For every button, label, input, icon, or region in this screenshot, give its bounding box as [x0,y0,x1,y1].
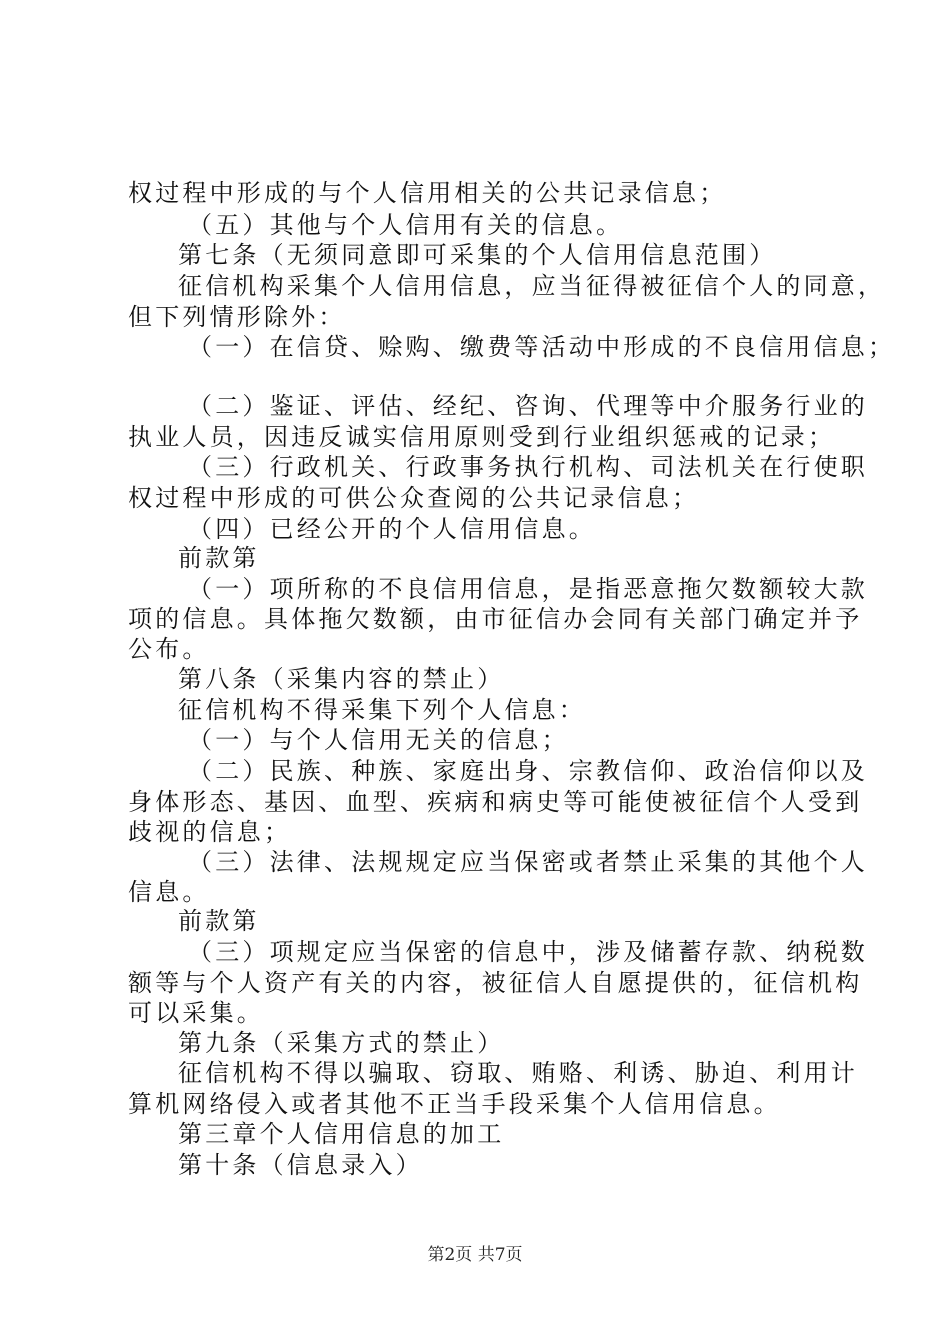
text-line: 征信机构采集个人信用信息，应当征得被征信个人的同意， [178,272,886,300]
text-line: （五）其他与个人信用有关的信息。 [188,211,624,239]
text-line: 可以采集。 [128,999,264,1027]
text-line: 征信机构不得以骗取、窃取、贿赂、利诱、胁迫、利用计 [178,1059,858,1087]
text-line: 权过程中形成的可供公众查阅的公共记录信息； [128,484,700,512]
text-line: 信息。 [128,878,210,906]
text-line: （一）项所称的不良信用信息，是指恶意拖欠数额较大款 [188,575,868,603]
text-line: （三）法律、法规规定应当保密或者禁止采集的其他个人 [188,848,868,876]
text-line: 前款第 [178,544,260,572]
text-line: 第九条（采集方式的禁止） [178,1029,505,1057]
text-line: 但下列情形除外： [128,303,346,331]
text-line: 歧视的信息； [128,818,292,846]
text-line: 第七条（无须同意即可采集的个人信用信息范围） [178,241,777,269]
text-line: （三）项规定应当保密的信息中，涉及储蓄存款、纳税数 [188,938,868,966]
text-line: 身体形态、基因、血型、疾病和病史等可能使被征信个人受到 [128,788,863,816]
text-line: 执业人员，因违反诚实信用原则受到行业组织惩戒的记录； [128,423,836,451]
text-line: 公布。 [128,635,210,663]
text-line: 前款第 [178,907,260,935]
text-line: 第十条（信息录入） [178,1151,423,1179]
text-line: （一）与个人信用无关的信息； [188,726,569,754]
page-footer: 第2页 共7页 [427,1245,523,1265]
text-line: 第三章个人信用信息的加工 [178,1120,505,1148]
text-line: （二）鉴证、评估、经纪、咨询、代理等中介服务行业的 [188,392,868,420]
text-line: 算机网络侵入或者其他不正当手段采集个人信用信息。 [128,1090,781,1118]
text-line: 项的信息。具体拖欠数额，由市征信办会同有关部门确定并予 [128,605,863,633]
text-line: （二）民族、种族、家庭出身、宗教信仰、政治信仰以及 [188,757,868,785]
text-line: 征信机构不得采集下列个人信息： [178,696,586,724]
text-line: 权过程中形成的与个人信用相关的公共记录信息； [128,179,727,207]
text-line: （一）在信贷、赊购、缴费等活动中形成的不良信用信息； [188,333,896,361]
text-line: （三）行政机关、行政事务执行机构、司法机关在行使职 [188,453,868,481]
text-line: 额等与个人资产有关的内容，被征信人自愿提供的，征信机构 [128,969,863,997]
text-line: （四）已经公开的个人信用信息。 [188,515,596,543]
text-line: 第八条（采集内容的禁止） [178,665,505,693]
